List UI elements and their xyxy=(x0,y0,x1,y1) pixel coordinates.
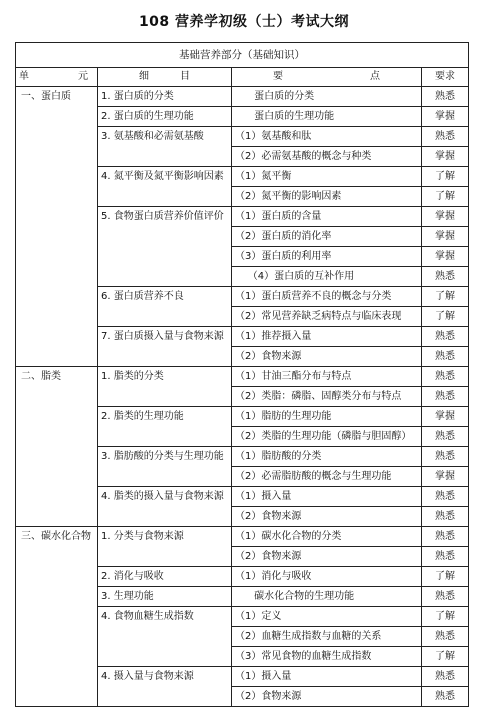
unit-cell xyxy=(16,487,98,507)
point-cell: （1）消化与吸收 xyxy=(232,567,422,587)
table-row xyxy=(16,247,469,267)
detail-cell xyxy=(98,347,232,367)
requirement-cell: 熟悉 xyxy=(422,387,469,407)
table-row xyxy=(16,287,469,307)
unit-cell xyxy=(16,667,98,687)
table-row xyxy=(16,447,469,467)
point-cell: （2）食物来源 xyxy=(232,687,422,707)
point-cell: （2）必需氨基酸的概念与种类 xyxy=(232,147,422,167)
point-cell: （1）氨基酸和肽 xyxy=(232,127,422,147)
table-row xyxy=(16,607,469,627)
detail-cell: 3. 氨基酸和必需氨基酸 xyxy=(98,127,232,147)
unit-cell xyxy=(16,267,98,287)
table-row xyxy=(16,207,469,227)
point-cell: （2）食物来源 xyxy=(232,507,422,527)
unit-cell xyxy=(16,647,98,667)
detail-cell: 4. 脂类的摄入量与食物来源 xyxy=(98,487,232,507)
point-cell: （2）氮平衡的影响因素 xyxy=(232,187,422,207)
header-unit-char-1: 单 xyxy=(19,71,29,82)
point-cell: （4）蛋白质的互补作用 xyxy=(232,267,422,287)
table-row xyxy=(16,527,469,547)
unit-cell xyxy=(16,447,98,467)
requirement-cell: 掌握 xyxy=(422,227,469,247)
unit-cell xyxy=(16,627,98,647)
requirement-cell: 熟悉 xyxy=(422,507,469,527)
table-row xyxy=(16,687,469,707)
requirement-cell: 掌握 xyxy=(422,207,469,227)
unit-cell xyxy=(16,107,98,127)
requirement-cell: 了解 xyxy=(422,647,469,667)
detail-cell xyxy=(98,647,232,667)
point-cell: （2）食物来源 xyxy=(232,347,422,367)
unit-cell xyxy=(16,687,98,707)
requirement-cell: 熟悉 xyxy=(422,627,469,647)
requirement-cell: 了解 xyxy=(422,567,469,587)
unit-cell xyxy=(16,347,98,367)
unit-cell xyxy=(16,167,98,187)
table-row xyxy=(16,267,469,287)
table-row xyxy=(16,467,469,487)
unit-cell: 三、碳水化合物 xyxy=(16,527,98,547)
detail-cell: 6. 蛋白质营养不良 xyxy=(98,287,232,307)
detail-cell: 5. 食物蛋白质营养价值评价 xyxy=(98,207,232,227)
detail-cell: 4. 氮平衡及氮平衡影响因素 xyxy=(98,167,232,187)
unit-cell xyxy=(16,427,98,447)
unit-cell xyxy=(16,127,98,147)
detail-cell: 1. 分类与食物来源 xyxy=(98,527,232,547)
detail-cell xyxy=(98,227,232,247)
section-row xyxy=(16,43,469,68)
requirement-cell: 熟悉 xyxy=(422,487,469,507)
requirement-cell: 熟悉 xyxy=(422,127,469,147)
table-row xyxy=(16,387,469,407)
unit-cell xyxy=(16,607,98,627)
requirement-cell: 了解 xyxy=(422,607,469,627)
document-title: 108 营养学初级（士）考试大纲 xyxy=(138,14,350,30)
requirement-cell: 了解 xyxy=(422,287,469,307)
table-row xyxy=(16,107,469,127)
requirement-cell: 熟悉 xyxy=(422,327,469,347)
unit-cell xyxy=(16,387,98,407)
header-row xyxy=(16,68,469,87)
table-row xyxy=(16,187,469,207)
requirement-cell: 掌握 xyxy=(422,107,469,127)
unit-cell xyxy=(16,467,98,487)
requirement-cell: 熟悉 xyxy=(422,667,469,687)
detail-cell xyxy=(98,427,232,447)
header-detail-char-1: 细 xyxy=(139,71,149,82)
header-point xyxy=(232,68,422,87)
point-cell: 蛋白质的生理功能 xyxy=(232,107,422,127)
detail-cell xyxy=(98,687,232,707)
point-cell: 碳水化合物的生理功能 xyxy=(232,587,422,607)
requirement-cell: 熟悉 xyxy=(422,87,469,107)
unit-cell xyxy=(16,147,98,167)
syllabus-table-body xyxy=(16,43,469,707)
detail-cell: 2. 消化与吸收 xyxy=(98,567,232,587)
table-row xyxy=(16,407,469,427)
requirement-cell: 掌握 xyxy=(422,247,469,267)
point-cell: （2）常见营养缺乏病特点与临床表现 xyxy=(232,307,422,327)
point-cell: （1）脂肪的生理功能 xyxy=(232,407,422,427)
point-cell: （1）蛋白质的含量 xyxy=(232,207,422,227)
point-cell: （1）氮平衡 xyxy=(232,167,422,187)
requirement-cell: 熟悉 xyxy=(422,587,469,607)
detail-cell: 3. 脂肪酸的分类与生理功能 xyxy=(98,447,232,467)
point-cell: （1）摄入量 xyxy=(232,667,422,687)
requirement-cell: 了解 xyxy=(422,187,469,207)
point-cell: 蛋白质的分类 xyxy=(232,87,422,107)
unit-cell xyxy=(16,207,98,227)
requirement-cell: 熟悉 xyxy=(422,267,469,287)
detail-cell: 4. 摄入量与食物来源 xyxy=(98,667,232,687)
unit-cell: 一、蛋白质 xyxy=(16,87,98,107)
requirement-cell: 熟悉 xyxy=(422,367,469,387)
requirement-cell: 熟悉 xyxy=(422,547,469,567)
detail-cell xyxy=(98,247,232,267)
detail-cell xyxy=(98,267,232,287)
unit-cell xyxy=(16,247,98,267)
detail-cell: 4. 食物血糖生成指数 xyxy=(98,607,232,627)
detail-cell: 2. 蛋白质的生理功能 xyxy=(98,107,232,127)
point-cell: （1）碳水化合物的分类 xyxy=(232,527,422,547)
point-cell: （3）蛋白质的利用率 xyxy=(232,247,422,267)
table-row xyxy=(16,507,469,527)
requirement-cell: 了解 xyxy=(422,167,469,187)
table-row xyxy=(16,567,469,587)
requirement-cell: 熟悉 xyxy=(422,687,469,707)
detail-cell xyxy=(98,547,232,567)
detail-cell xyxy=(98,507,232,527)
unit-cell xyxy=(16,407,98,427)
requirement-cell: 掌握 xyxy=(422,467,469,487)
table-row xyxy=(16,547,469,567)
unit-cell xyxy=(16,547,98,567)
table-row xyxy=(16,647,469,667)
requirement-cell: 了解 xyxy=(422,307,469,327)
unit-cell xyxy=(16,587,98,607)
detail-cell xyxy=(98,627,232,647)
detail-cell xyxy=(98,147,232,167)
unit-cell: 二、脂类 xyxy=(16,367,98,387)
requirement-cell: 熟悉 xyxy=(422,527,469,547)
table-row xyxy=(16,427,469,447)
unit-cell xyxy=(16,227,98,247)
table-row xyxy=(16,307,469,327)
unit-cell xyxy=(16,567,98,587)
requirement-cell: 熟悉 xyxy=(422,447,469,467)
table-row xyxy=(16,87,469,107)
detail-cell: 3. 生理功能 xyxy=(98,587,232,607)
header-detail xyxy=(98,68,232,87)
section-title: 基础营养部分（基础知识） xyxy=(16,43,469,68)
point-cell: （2）蛋白质的消化率 xyxy=(232,227,422,247)
table-row xyxy=(16,227,469,247)
requirement-cell: 掌握 xyxy=(422,147,469,167)
table-row xyxy=(16,127,469,147)
point-cell: （2）血糖生成指数与血糖的关系 xyxy=(232,627,422,647)
requirement-cell: 掌握 xyxy=(422,407,469,427)
requirement-cell: 熟悉 xyxy=(422,347,469,367)
table-row xyxy=(16,347,469,367)
detail-cell xyxy=(98,387,232,407)
point-cell: （2）类脂：磷脂、固醇类分布与特点 xyxy=(232,387,422,407)
header-detail-char-2: 目 xyxy=(180,71,190,82)
table-row xyxy=(16,147,469,167)
table-row xyxy=(16,167,469,187)
header-point-char-2: 点 xyxy=(370,71,380,82)
header-requirement: 要求 xyxy=(422,68,469,87)
point-cell: （1）推荐摄入量 xyxy=(232,327,422,347)
point-cell: （1）甘油三酯分布与特点 xyxy=(232,367,422,387)
detail-cell: 7. 蛋白质摄入量与食物来源 xyxy=(98,327,232,347)
unit-cell xyxy=(16,307,98,327)
table-row xyxy=(16,627,469,647)
unit-cell xyxy=(16,327,98,347)
syllabus-table xyxy=(15,42,469,707)
point-cell: （1）脂肪酸的分类 xyxy=(232,447,422,467)
header-unit-char-2: 元 xyxy=(78,71,88,82)
table-row xyxy=(16,327,469,347)
point-cell: （1）蛋白质营养不良的概念与分类 xyxy=(232,287,422,307)
point-cell: （2）必需脂肪酸的概念与生理功能 xyxy=(232,467,422,487)
unit-cell xyxy=(16,287,98,307)
detail-cell: 2. 脂类的生理功能 xyxy=(98,407,232,427)
table-row xyxy=(16,587,469,607)
detail-cell xyxy=(98,307,232,327)
detail-cell xyxy=(98,187,232,207)
requirement-cell: 熟悉 xyxy=(422,427,469,447)
point-cell: （1）摄入量 xyxy=(232,487,422,507)
table-row xyxy=(16,667,469,687)
header-point-char-1: 要 xyxy=(273,71,283,82)
detail-cell xyxy=(98,467,232,487)
point-cell: （3）常见食物的血糖生成指数 xyxy=(232,647,422,667)
point-cell: （2）类脂的生理功能（磷脂与胆固醇） xyxy=(232,427,422,447)
point-cell: （2）食物来源 xyxy=(232,547,422,567)
table-row xyxy=(16,367,469,387)
unit-cell xyxy=(16,187,98,207)
point-cell: （1）定义 xyxy=(232,607,422,627)
detail-cell: 1. 蛋白质的分类 xyxy=(98,87,232,107)
header-unit xyxy=(16,68,98,87)
detail-cell: 1. 脂类的分类 xyxy=(98,367,232,387)
unit-cell xyxy=(16,507,98,527)
table-row xyxy=(16,487,469,507)
